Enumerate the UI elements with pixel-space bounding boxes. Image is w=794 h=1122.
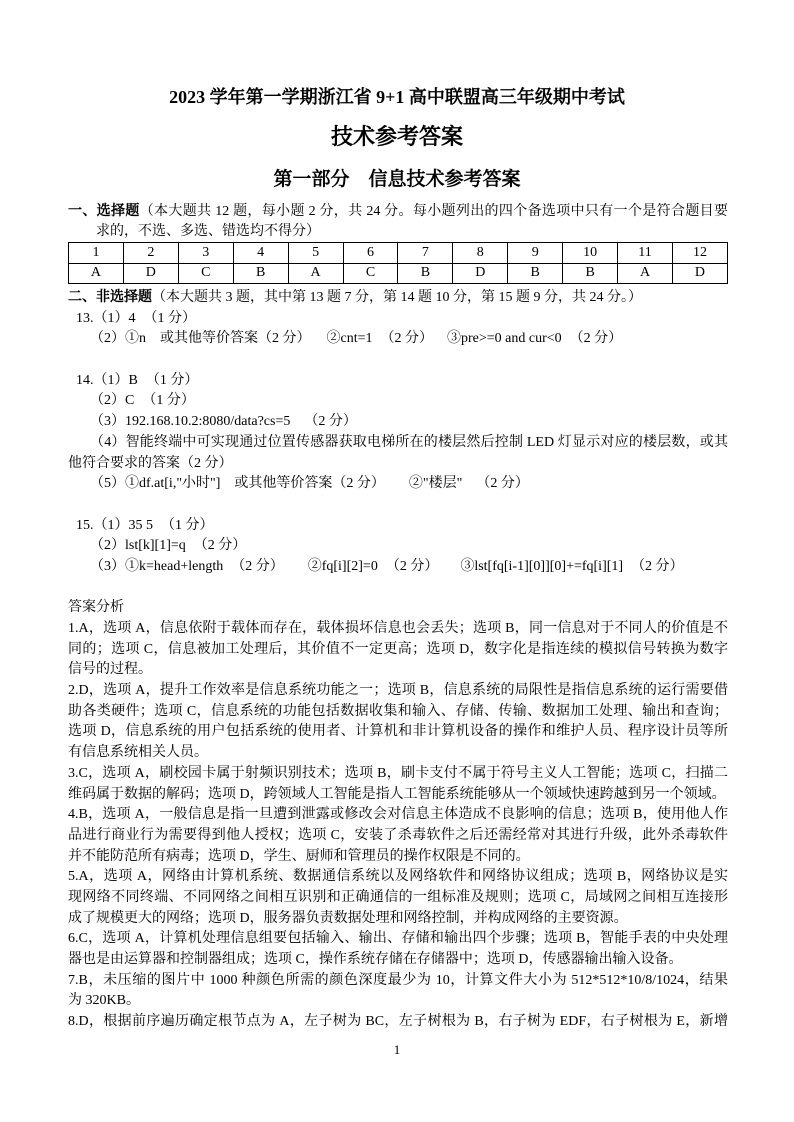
answer-cell: B: [398, 263, 453, 284]
page-number: 1: [393, 1042, 401, 1057]
question-number-cell: 8: [453, 243, 508, 264]
open-section: [68, 288, 728, 1033]
analysis-heading: 答案分析: [68, 600, 124, 616]
q14-part4-line-1: [68, 433, 728, 454]
q15-part1-answer: 15.（1）35 5: [76, 517, 153, 533]
q15-part3-answer-2-score: （2 分）: [385, 558, 439, 574]
q14-part5: [68, 474, 728, 495]
q14-part2-answer: （2）C: [90, 393, 135, 409]
answer-cell: C: [178, 263, 233, 284]
analysis-item-4-line: 品进行商业行为需要得到他人授权；选项 C，安装了杀毒软件之后还需经常对其进行升级，此外杀毒软件: [68, 827, 728, 843]
analysis-item-3-line: 维码属于数据的解码；选项 D，跨领域人工智能是指人工智能系统能够从一个领域快速跨越到另一个领域。: [68, 786, 726, 802]
question-number-cell: 3: [178, 243, 233, 264]
answer-cell: A: [69, 263, 124, 284]
analysis-item-1-line: 同的；选项 C，信息被加工处理后，其价值不一定更高；选项 D，数字化是指连续的模拟信号转换为数字: [68, 641, 728, 657]
q15-part3: [68, 557, 728, 578]
answer-row: [69, 263, 728, 284]
analysis-item-6-line: 6.C，选项 A，计算机处理信息组要包括输入、输出、存储和输出四个步骤；选项 B，智能手表的中央处理: [68, 931, 728, 947]
q15-part3-answer-2: ②fq[i][2]=0: [307, 558, 378, 574]
answer-cell: D: [453, 263, 508, 284]
blank-line: [68, 495, 728, 516]
answer-cell: A: [618, 263, 673, 284]
question-number-cell: 10: [563, 243, 618, 264]
choice-section: [68, 202, 728, 242]
choice-heading: 一、选择题: [68, 204, 140, 219]
q15-part2-score: （2 分）: [193, 538, 247, 554]
q15-part1: [68, 516, 728, 537]
q14-part3: [68, 412, 728, 433]
analysis-item-3-line: 3.C，选项 A，刷校园卡属于射频识别技术；选项 B，刷卡支付不属于符号主义人工智能；选项 C，扫描二: [68, 765, 728, 781]
question-number-cell: 4: [233, 243, 288, 264]
answer-cell: D: [672, 263, 727, 284]
analysis-item-5-line: 现网络不同终端、不同网络之间相互识别和正确通信的一组标准及规则；选项 C，局域网之间相互连接形: [68, 889, 728, 905]
answer-cell: A: [288, 263, 343, 284]
analysis-item-5-line: 成了规模更大的网络；选项 D，服务器负责数据处理和网络控制，并构成网络的主要资源。: [68, 910, 628, 926]
analysis-item-1-line: 1.A，选项 A，信息依附于载体而存在，载体损坏信息也会丢失；选项 B，同一信息对于不同人的价值是不: [68, 621, 728, 636]
analysis-item-5-line: 5.A，选项 A，网络由计算机系统、数据通信系统以及网络软件和网络协议组成；选项 B，网络协议是实: [68, 869, 728, 885]
exam-title: 2023 学年第一学期浙江省 9+1 高中联盟高三年级期中考试: [169, 87, 625, 107]
q14-part3-score: （2 分）: [304, 414, 357, 430]
answer-key-title: 技术参考答案: [330, 124, 463, 149]
choice-intro-text-continued: 求的，不选、多选、错选均不得分）: [96, 224, 320, 239]
q13-part2-answer-2: ②cnt=1: [326, 331, 373, 347]
q13-part2-answer-3-score: （2 分）: [569, 331, 623, 347]
analysis-item-8-line: 8.D，根据前序遍历确定根节点为 A，左子树为 BC，左子树根为 B，右子树为 EDF，右子树根为 E，新增: [68, 1014, 728, 1030]
question-number-cell: 7: [398, 243, 453, 264]
q14-part2-score: （1 分）: [142, 393, 195, 409]
q15-part1-score: （1 分）: [161, 517, 214, 533]
q13-part1-score: （1 分）: [143, 310, 196, 326]
q14-part5-answer-1-note: 或其他等价答案（2 分）: [234, 476, 385, 492]
q13-part1: [68, 309, 728, 330]
part-title: 第一部分 信息技术参考答案: [273, 169, 521, 190]
q13-part2-answer-2-score: （2 分）: [380, 331, 433, 347]
analysis-item-2-line: 有信息系统相关人员。: [68, 745, 208, 761]
q13-part2: [68, 329, 728, 350]
blank-line: [68, 350, 728, 371]
q14-part1-answer: 14.（1）B: [76, 372, 138, 388]
question-number-cell: 2: [123, 243, 178, 264]
q14-part4-line-2: [68, 454, 728, 475]
q13-part2-answer-1: （2）①n: [90, 331, 146, 347]
q13-part2-answer-3: ③pre>=0 and cur<0: [447, 331, 562, 347]
q14-part1: [68, 371, 728, 392]
q15-part2-answer: （2）lst[k][1]=q: [90, 538, 186, 554]
answer-cell: B: [563, 263, 618, 284]
q13-part2-answer-1-note: 或其他等价答案（2 分）: [160, 331, 311, 347]
answer-cell: B: [233, 263, 288, 284]
question-number-row: [69, 243, 728, 264]
q14-part2: [68, 391, 728, 412]
q15-part3-answer-3: ③lst[fq[i-1][0]][0]+=fq[i][1]: [460, 558, 624, 574]
analysis-item-4-line: 并不能防范所有病毒；选项 D，学生、厨师和管理员的操作权限是不同的。: [68, 848, 530, 864]
q14-part5-answer-2: ②"楼层": [408, 476, 463, 492]
open-heading-line: [68, 288, 728, 309]
q14-part5-answer-2-score: （2 分）: [476, 476, 529, 492]
analysis-item-2-line: 助各类硬件；选项 C，信息系统的功能包括数据收集和输入、存储、传输、数据加工处理、输出和查询；: [68, 703, 728, 719]
question-number-cell: 1: [69, 243, 124, 264]
answer-cell: B: [508, 263, 563, 284]
question-number-cell: 11: [618, 243, 673, 264]
q13-part1-answer: 13.（1）4: [76, 310, 136, 326]
q14-part4-text: （4）智能终端中可实现通过位置传感器获取电梯所在的楼层然后控制 LED 灯显示对应的楼层数，或其: [90, 434, 728, 450]
q15-part2: [68, 536, 728, 557]
question-number-cell: 5: [288, 243, 343, 264]
blank-line: [68, 578, 728, 599]
choice-intro-line-1: [68, 202, 728, 222]
q15-part3-answer-1: （3）①k=head+length: [90, 558, 224, 574]
open-heading: 二、非选择题: [68, 290, 152, 305]
choice-intro-text: （本大题共 12 题，每小题 2 分，共 24 分。每小题列出的四个备选项中只有一个是符合题目要: [139, 204, 728, 219]
analysis-item-7-line: 7.B，未压缩的图片中 1000 种颜色所需的颜色深度最少为 10，计算文件大小为 512*512*10/8/1024，结果: [68, 972, 728, 988]
analysis-item-2-line: 选项 D，信息系统的用户包括系统的使用者、计算机和非计算机设备的操作和维护人员、程序设计员等所: [68, 724, 728, 740]
q14-part1-score: （1 分）: [145, 372, 199, 388]
analysis-item-1-line: 信号的过程。: [68, 662, 152, 678]
question-number-cell: 12: [672, 243, 727, 264]
question-number-cell: 6: [343, 243, 398, 264]
analysis-item-4-line: 4.B，选项 A，一般信息是指一旦遭到泄露或修改会对信息主体造成不良影响的信息；选项 B，使用他人作: [68, 807, 728, 823]
open-intro: （本大题共 3 题，其中第 13 题 7 分，第 14 题 10 分，第 15 题 9 分，共 24 分。）: [152, 290, 642, 305]
answer-cell: D: [123, 263, 178, 284]
q15-part3-answer-1-score: （2 分）: [231, 558, 284, 574]
q15-part3-answer-3-score: （2 分）: [631, 558, 684, 574]
q14-part5-answer-1: （5）①df.at[i,"小时"]: [90, 476, 221, 492]
analysis-item-6-line: 器也是由运算器和控制器组成；选项 C，操作系统存储在存储器中；选项 D，传感器输出输入设备。: [68, 952, 683, 967]
q14-part4-text-continued: 他符合要求的答案（2 分）: [68, 455, 233, 471]
analysis-item-2-line: 2.D，选项 A，提升工作效率是信息系统功能之一；选项 B，信息系统的局限性是指信息系统的运行需要借: [68, 683, 728, 699]
analysis-item-7-line: 为 320KB。: [68, 993, 140, 1009]
q14-part3-answer: （3）192.168.10.2:8080/data?cs=5: [90, 414, 291, 430]
choice-intro-line-2: [68, 222, 728, 242]
question-number-cell: 9: [508, 243, 563, 264]
answer-cell: C: [343, 263, 398, 284]
choice-answer-table: [68, 242, 728, 284]
